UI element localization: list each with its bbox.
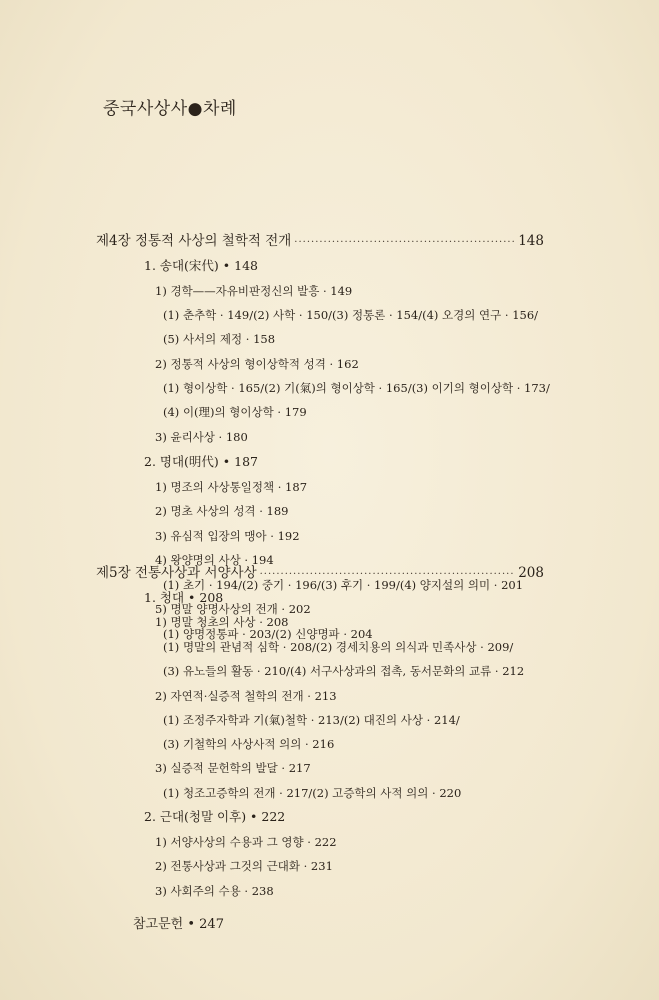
chapter-4-entry — [96, 234, 544, 250]
toc-section: 1. 송대(宋代) • 148 — [144, 258, 258, 273]
toc-subsection: 2) 명초 사상의 성격 · 189 — [155, 504, 289, 518]
toc-item: (1) 조정주자학과 기(氣)철학 · 213/(2) 대진의 사상 · 214/ — [163, 713, 460, 727]
toc-item: (5) 사서의 제정 · 158 — [163, 332, 276, 346]
toc-item: (1) 명말의 관념적 심학 · 208/(2) 경세치용의 의식과 민족사상 · 209/ — [163, 640, 514, 654]
toc-subsection: 3) 실증적 문헌학의 발달 · 217 — [155, 761, 311, 775]
toc-item: (1) 초기 · 194/(2) 중기 · 196/(3) 후기 · 199/(4) 양지설의 의미 · 201 — [163, 578, 524, 592]
toc-subsection: 1) 명조의 사상통일정책 · 187 — [155, 480, 308, 494]
toc-subsection: 2) 자연적·실증적 철학의 전개 · 213 — [155, 689, 337, 703]
chapter-page-number: 148 — [518, 233, 544, 249]
toc-subsection: 1) 서양사상의 수용과 그 영향 · 222 — [155, 835, 337, 849]
dot-leader — [260, 568, 516, 582]
toc-section: 2. 명대(明代) • 187 — [144, 454, 258, 469]
toc-subsection: 1) 명말 청초의 사상 · 208 — [155, 615, 289, 629]
toc-item: (1) 춘추학 · 149/(2) 사학 · 150/(3) 정통론 · 154/(4) 오경의 연구 · 156/ — [163, 308, 539, 322]
toc-subsection: 5) 명말 양명사상의 전개 · 202 — [155, 602, 311, 616]
chapter-5-entry — [96, 566, 544, 582]
chapter-title: 제4장 정통적 사상의 철학적 전개 — [96, 233, 292, 249]
toc-subsection: 3) 윤리사상 · 180 — [155, 430, 248, 444]
toc-item: (1) 형이상학 · 165/(2) 기(氣)의 형이상학 · 165/(3) 이기의 형이상학 · 173/ — [163, 381, 550, 395]
toc-section: 1. 청대 • 208 — [144, 590, 224, 605]
toc-subsection: 2) 전통사상과 그것의 근대화 · 231 — [155, 859, 333, 873]
toc-item: (4) 이(理)의 형이상학 · 179 — [163, 405, 307, 419]
chapter-page-number: 208 — [518, 565, 544, 581]
toc-item: (3) 유노들의 활동 · 210/(4) 서구사상과의 접촉, 동서문화의 교류 · 212 — [163, 664, 525, 678]
toc-subsection: 1) 경학——자유비판정신의 발흥 · 149 — [155, 284, 353, 298]
toc-subsection: 4) 왕양명의 사상 · 194 — [155, 553, 274, 567]
toc-subsection: 3) 사회주의 수용 · 238 — [155, 884, 274, 898]
toc-item: (1) 청조고증학의 전개 · 217/(2) 고증학의 사적 의의 · 220 — [163, 786, 462, 800]
running-header: 중국사상사●차례 — [103, 99, 237, 119]
bibliography-entry: 참고문헌 • 247 — [133, 917, 224, 932]
toc-section: 2. 근대(청말 이후) • 222 — [144, 809, 286, 824]
toc-item: (1) 양명정통파 · 203/(2) 신양명파 · 204 — [163, 627, 373, 641]
dot-leader — [294, 236, 515, 250]
chapter-title: 제5장 전통사상과 서양사상 — [96, 565, 257, 581]
toc-subsection: 3) 유심적 입장의 맹아 · 192 — [155, 529, 300, 543]
toc-subsection: 2) 정통적 사상의 형이상학적 성격 · 162 — [155, 357, 359, 371]
toc-item: (3) 기철학의 사상사적 의의 · 216 — [163, 737, 335, 751]
